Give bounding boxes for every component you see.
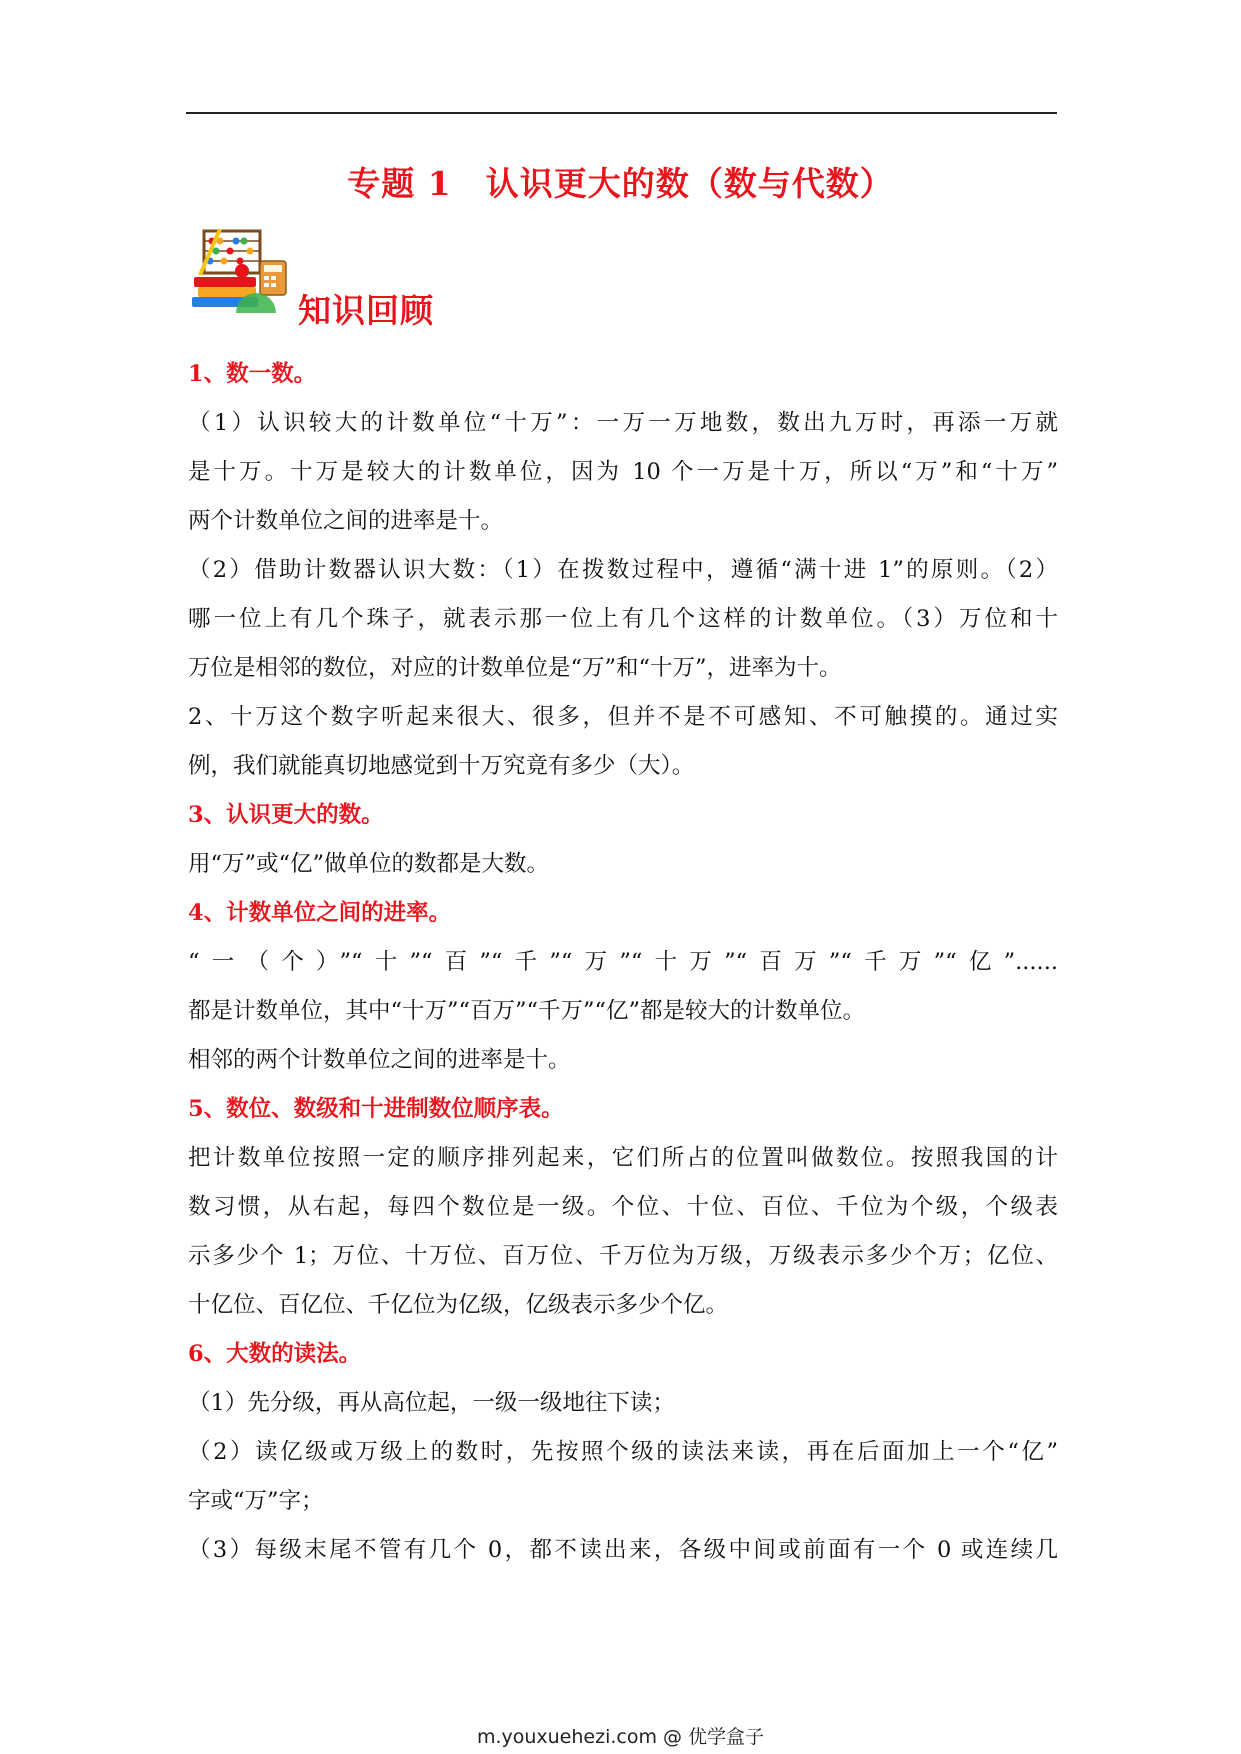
paragraph-line: 用“万”或“亿”做单位的数都是大数。 [188, 851, 550, 877]
paragraph-line: 把计数单位按照一定的顺序排列起来，它们所占的位置叫做数位。按照我国的计 [188, 1145, 1058, 1171]
section-title: 知识回顾 [298, 291, 434, 330]
content-body [188, 350, 1058, 1575]
section-heading: 3、认识更大的数。 [188, 802, 384, 828]
paragraph-line: （2）借助计数器认识大数：（1）在拨数过程中，遵循“满十进 1”的原则。（2） [188, 557, 1058, 583]
paragraph-line: 十亿位、百亿位、千亿位为亿级，亿级表示多少个亿。 [188, 1292, 729, 1318]
section-heading: 1、数一数。 [188, 361, 317, 387]
paragraph-line: 示多少个 1；万位、十万位、百万位、千万位为万级，万级表示多少个万；亿位、 [188, 1243, 1058, 1269]
page-title: 专题 1 认识更大的数（数与代数） [347, 164, 894, 203]
paragraph-line: （3）每级末尾不管有几个 0，都不读出来，各级中间或前面有一个 0 或连续几 [188, 1537, 1058, 1563]
paragraph-line: 字或“万”字； [188, 1488, 324, 1514]
paragraph-line: 都是计数单位，其中“十万”“百万”“千万”“亿”都是较大的计数单位。 [188, 998, 866, 1024]
paragraph-line: 数习惯，从右起，每四个数位是一级。个位、十位、百位、千位为个级，个级表 [188, 1194, 1058, 1220]
paragraph-line: 2、十万这个数字听起来很大、很多，但并不是不可感知、不可触摸的。通过实 [188, 704, 1058, 730]
section-heading: 4、计数单位之间的进率。 [188, 900, 452, 926]
paragraph-line: 例，我们就能真切地感觉到十万究竟有多少（大）。 [188, 753, 695, 779]
paragraph-line: （1）先分级，再从高位起，一级一级地往下读； [188, 1390, 675, 1416]
paragraph-line: 万位是相邻的数位，对应的计数单位是“万”和“十万”，进率为十。 [188, 655, 842, 681]
paragraph-line: 是十万。十万是较大的计数单位，因为 10 个一万是十万，所以“万”和“十万” [188, 459, 1058, 485]
paragraph-line: 哪一位上有几个珠子，就表示那一位上有几个这样的计数单位。（3）万位和十 [188, 606, 1058, 632]
abacus-books-icon [190, 225, 290, 315]
footer-watermark: m.youxuehezi.com @ 优学盒子 [476, 1726, 765, 1748]
paragraph-line: 两个计数单位之间的进率是十。 [188, 508, 504, 534]
paragraph-line: （2）读亿级或万级上的数时，先按照个级的读法来读，再在后面加上一个“亿” [188, 1439, 1058, 1465]
paragraph-line: “一（个）”“十”“百”“千”“万”“十万”“百万”“千万”“亿”...... [188, 949, 1058, 975]
paragraph-line: 相邻的两个计数单位之间的进率是十。 [188, 1047, 571, 1073]
paragraph-line: （1）认识较大的计数单位“十万”：一万一万地数，数出九万时，再添一万就 [188, 410, 1058, 436]
header-rule [186, 112, 1057, 114]
section-heading: 5、数位、数级和十进制数位顺序表。 [188, 1096, 564, 1122]
section-heading: 6、大数的读法。 [188, 1341, 362, 1367]
